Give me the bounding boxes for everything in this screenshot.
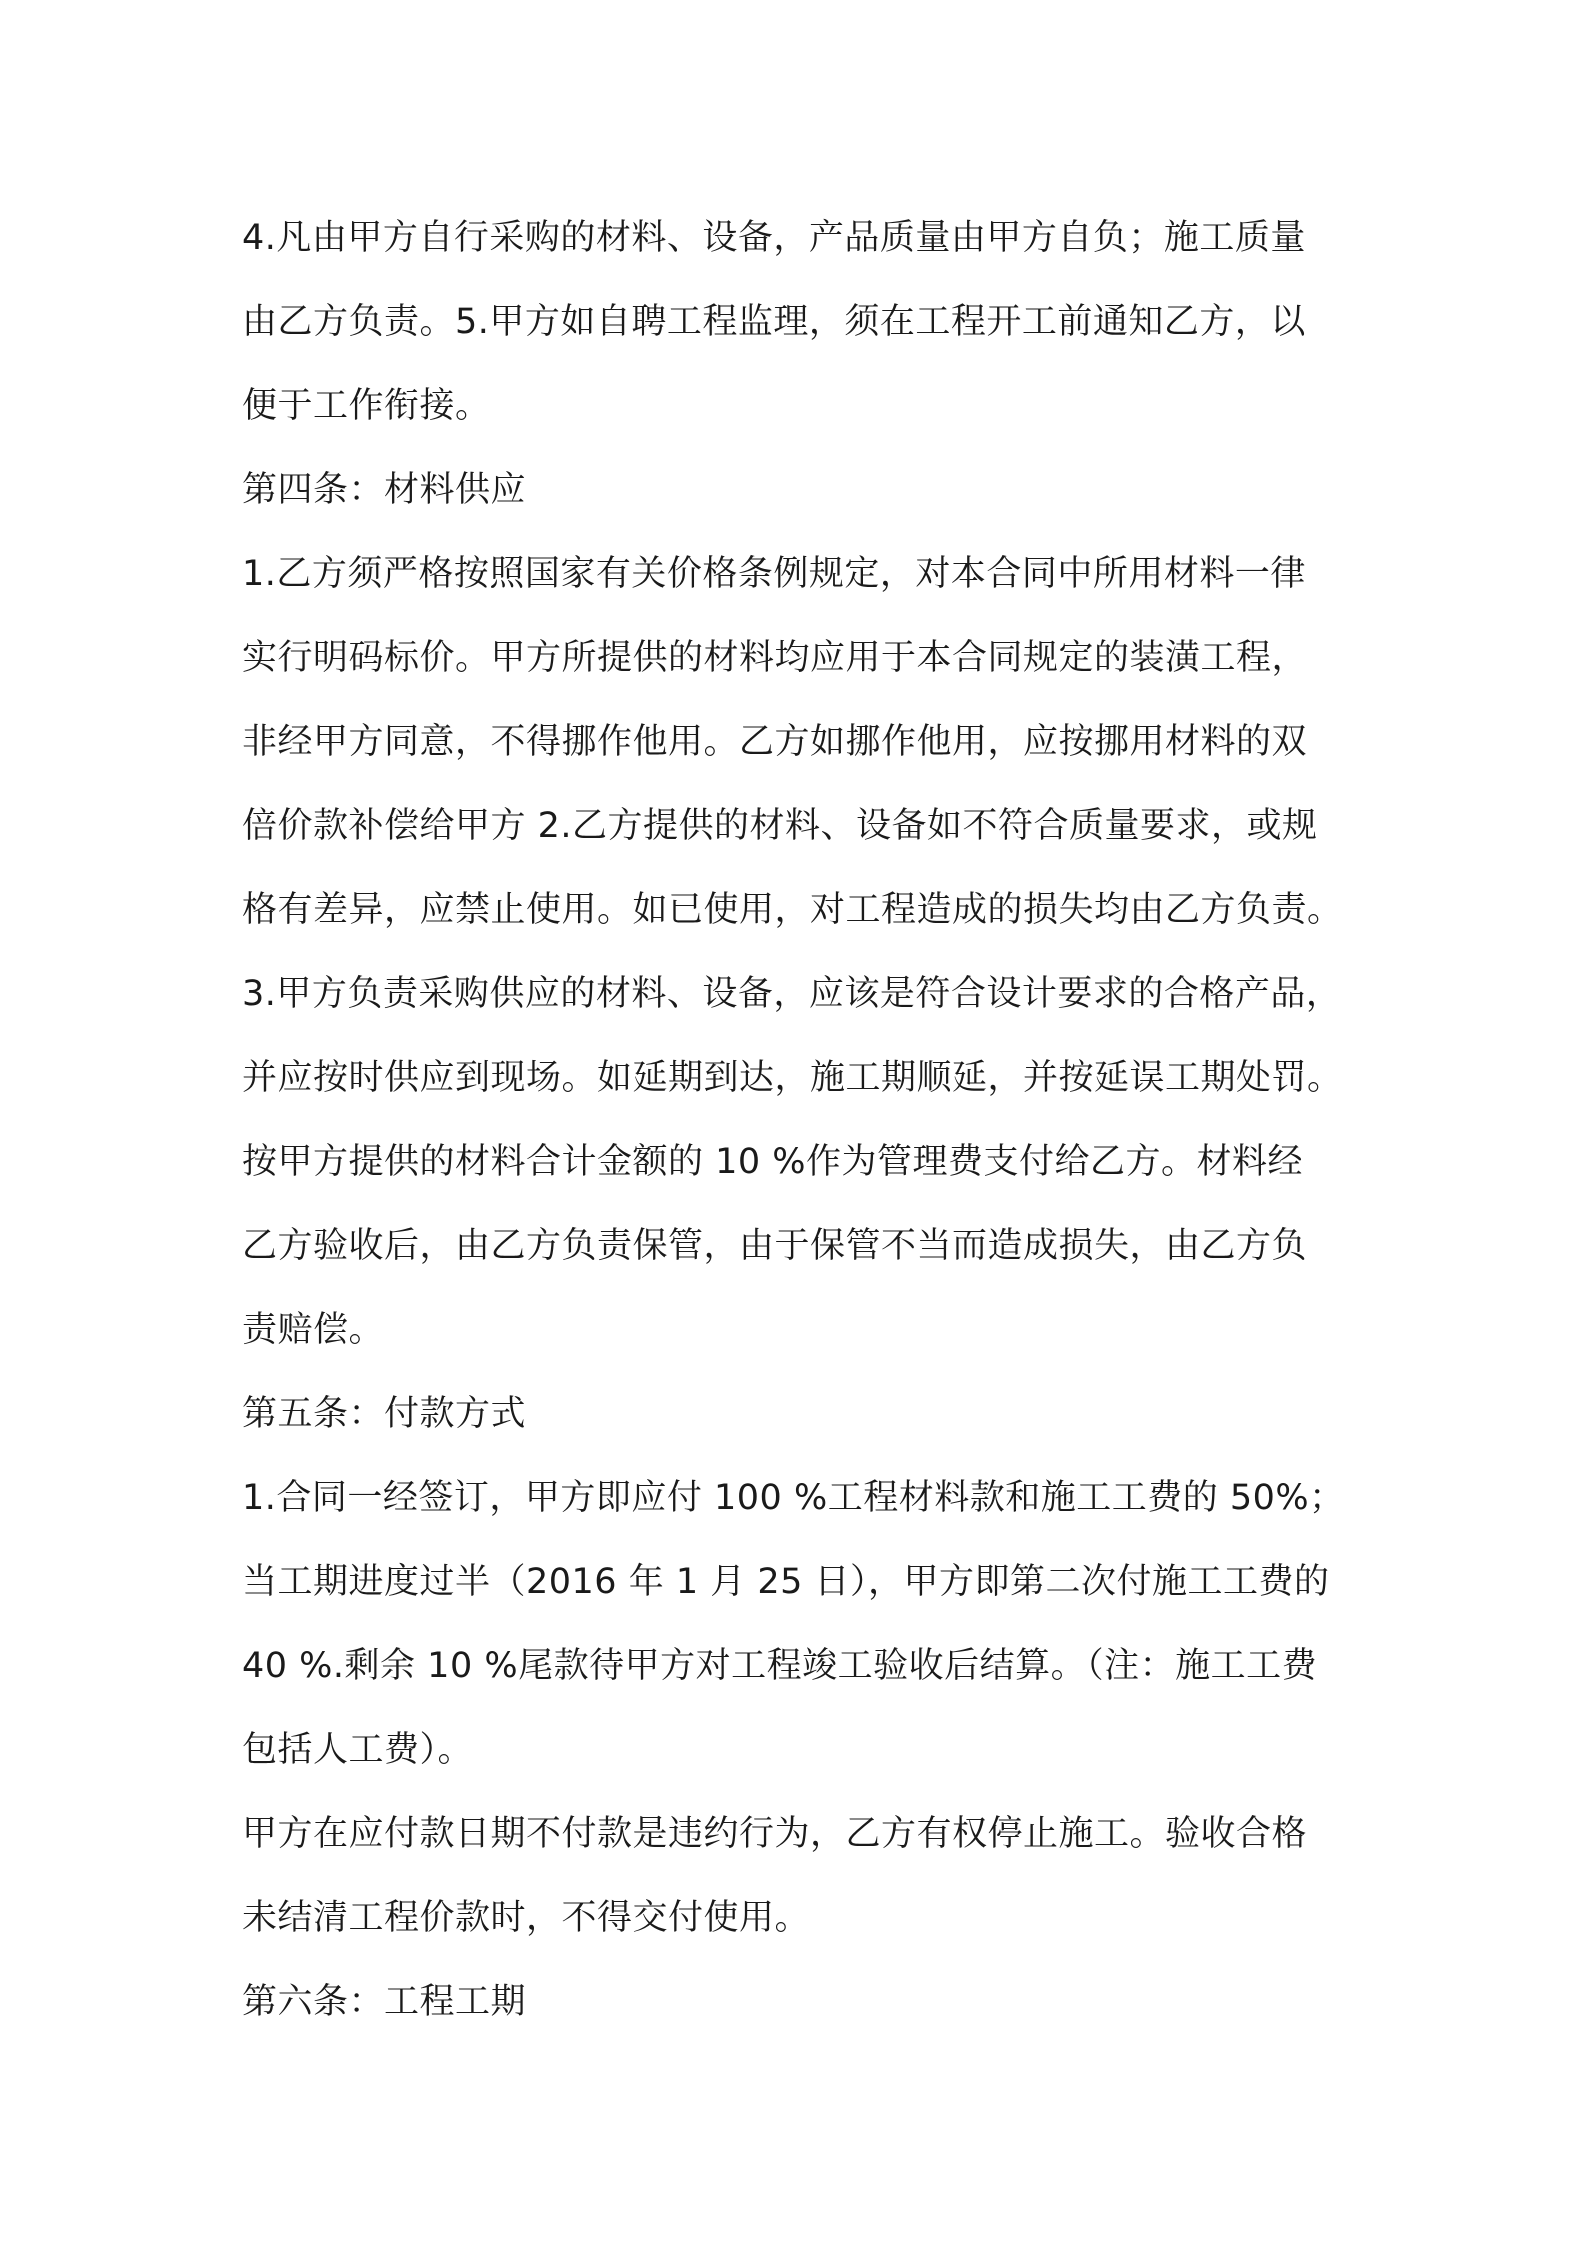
text-line: 3.甲方负责采购供应的材料、设备，应该是符合设计要求的合格产品，	[242, 974, 1342, 1014]
heading-text: 第五条：付款方式	[242, 1394, 527, 1434]
text-line: 当工期进度过半（2016 年 1 月 25 日），甲方即第二次付施工工费的	[242, 1562, 1330, 1602]
text-line: 40 %.剩余 10 %尾款待甲方对工程竣工验收后结算。（注：施工工费	[242, 1646, 1318, 1686]
text-line: 并应按时供应到现场。如延期到达，施工期顺延，并按延误工期处罚。	[242, 1058, 1343, 1098]
text-line: 责赔偿。	[242, 1310, 385, 1350]
text-line: 便于工作衔接。	[242, 386, 491, 426]
heading-text: 第四条：材料供应	[242, 470, 527, 510]
text-line: 1.合同一经签订，甲方即应付 100 %工程材料款和施工工费的 50%；	[242, 1478, 1345, 1518]
paragraph-article-4-item-3	[242, 952, 1362, 1372]
paragraph-article-5-item-1	[242, 1456, 1362, 1792]
article-6-heading	[242, 1960, 1362, 2044]
paragraph-clause-3-item-4-5	[242, 196, 1362, 448]
paragraph-article-4-items-1-2	[242, 532, 1362, 952]
paragraph-article-5-default-clause	[242, 1792, 1362, 1960]
text-line: 由乙方负责。5.甲方如自聘工程监理，须在工程开工前通知乙方，以	[242, 302, 1306, 342]
text-line: 格有差异，应禁止使用。如已使用，对工程造成的损失均由乙方负责。	[242, 890, 1343, 930]
text-line: 倍价款补偿给甲方 2.乙方提供的材料、设备如不符合质量要求，或规	[242, 806, 1318, 846]
document-body	[242, 196, 1362, 2044]
article-4-heading	[242, 448, 1362, 532]
text-line: 未结清工程价款时，不得交付使用。	[242, 1898, 811, 1938]
article-5-heading	[242, 1372, 1362, 1456]
text-line: 非经甲方同意，不得挪作他用。乙方如挪作他用，应按挪用材料的双	[242, 722, 1308, 762]
heading-text: 第六条：工程工期	[242, 1982, 527, 2022]
text-line: 甲方在应付款日期不付款是违约行为，乙方有权停止施工。验收合格	[242, 1814, 1308, 1854]
text-line: 乙方验收后，由乙方负责保管，由于保管不当而造成损失，由乙方负	[242, 1226, 1308, 1266]
text-line: 4.凡由甲方自行采购的材料、设备，产品质量由甲方自负；施工质量	[242, 218, 1306, 258]
text-line: 包括人工费）。	[242, 1730, 474, 1770]
text-line: 按甲方提供的材料合计金额的 10 %作为管理费支付给乙方。材料经	[242, 1142, 1304, 1182]
text-line: 1.乙方须严格按照国家有关价格条例规定，对本合同中所用材料一律	[242, 554, 1306, 594]
text-line: 实行明码标价。甲方所提供的材料均应用于本合同规定的装潢工程，	[242, 638, 1308, 678]
